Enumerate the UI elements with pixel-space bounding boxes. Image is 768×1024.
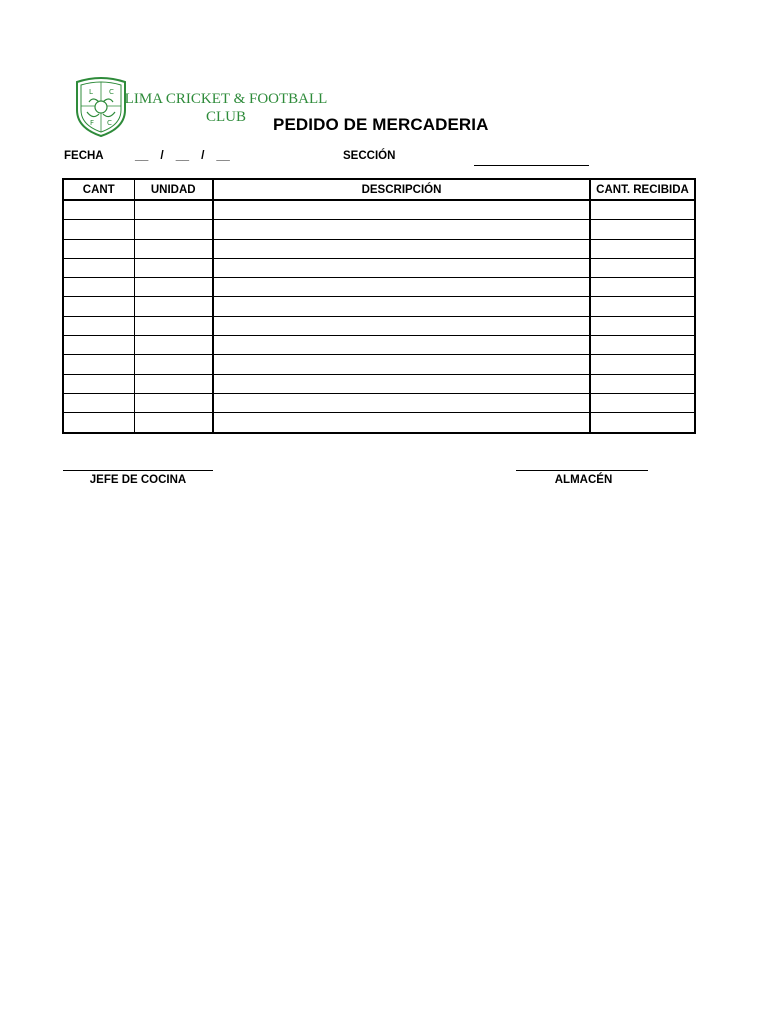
table-row <box>63 297 695 316</box>
cell-cant[interactable] <box>63 239 134 258</box>
cell-unidad[interactable] <box>134 393 213 412</box>
cell-cant-recibida[interactable] <box>590 297 695 316</box>
col-header-cant-recibida: CANT. RECIBIDA <box>590 179 695 200</box>
cell-cant-recibida[interactable] <box>590 316 695 335</box>
table-row <box>63 278 695 297</box>
crest-letter-c2: C <box>107 119 112 127</box>
cell-descripcion[interactable] <box>213 393 590 412</box>
club-name-line1: LIMA CRICKET & FOOTBALL <box>124 91 328 107</box>
cell-cant[interactable] <box>63 355 134 374</box>
cell-cant[interactable] <box>63 297 134 316</box>
cell-cant[interactable] <box>63 220 134 239</box>
cell-cant[interactable] <box>63 258 134 277</box>
cell-descripcion[interactable] <box>213 200 590 220</box>
club-name-line2: CLUB <box>205 109 246 125</box>
table-row <box>63 258 695 277</box>
cell-descripcion[interactable] <box>213 278 590 297</box>
table-row <box>63 393 695 412</box>
cell-cant[interactable] <box>63 393 134 412</box>
table-row <box>63 413 695 433</box>
cell-unidad[interactable] <box>134 258 213 277</box>
cell-descripcion[interactable] <box>213 297 590 316</box>
table-row <box>63 374 695 393</box>
signature-label-jefe-de-cocina: JEFE DE COCINA <box>89 474 187 486</box>
cell-unidad[interactable] <box>134 220 213 239</box>
cell-unidad[interactable] <box>134 413 213 433</box>
cell-cant[interactable] <box>63 200 134 220</box>
table-row <box>63 220 695 239</box>
cell-cant[interactable] <box>63 374 134 393</box>
crest-letter-f: F <box>90 119 95 127</box>
cell-unidad[interactable] <box>134 239 213 258</box>
order-table-body <box>63 200 695 433</box>
seccion-label: SECCIÓN <box>343 150 396 162</box>
order-table <box>62 178 696 434</box>
table-row <box>63 336 695 355</box>
cell-cant-recibida[interactable] <box>590 336 695 355</box>
fecha-day[interactable]: __ <box>135 148 149 162</box>
signature-line-right <box>516 470 648 471</box>
cell-unidad[interactable] <box>134 355 213 374</box>
seccion-input-line[interactable] <box>474 165 589 166</box>
cell-unidad[interactable] <box>134 336 213 355</box>
cell-descripcion[interactable] <box>213 220 590 239</box>
cell-cant[interactable] <box>63 278 134 297</box>
cell-unidad[interactable] <box>134 278 213 297</box>
fecha-label: FECHA <box>64 150 104 162</box>
cell-cant-recibida[interactable] <box>590 220 695 239</box>
cell-unidad[interactable] <box>134 316 213 335</box>
cell-unidad[interactable] <box>134 297 213 316</box>
cell-descripcion[interactable] <box>213 355 590 374</box>
fecha-field[interactable] <box>135 148 230 162</box>
cell-descripcion[interactable] <box>213 336 590 355</box>
table-header-row <box>63 179 695 200</box>
cell-cant-recibida[interactable] <box>590 200 695 220</box>
cell-cant[interactable] <box>63 316 134 335</box>
col-header-descripcion: DESCRIPCIÓN <box>213 179 590 200</box>
signature-label-almacen: ALMACÉN <box>554 474 613 486</box>
fecha-sep-2: / <box>201 148 205 162</box>
cell-cant[interactable] <box>63 413 134 433</box>
cell-cant-recibida[interactable] <box>590 278 695 297</box>
fecha-year[interactable]: __ <box>216 148 230 162</box>
col-header-cant: CANT <box>63 179 134 200</box>
fecha-sep-1: / <box>160 148 164 162</box>
cell-descripcion[interactable] <box>213 239 590 258</box>
cell-descripcion[interactable] <box>213 258 590 277</box>
cell-cant-recibida[interactable] <box>590 355 695 374</box>
cell-unidad[interactable] <box>134 200 213 220</box>
cell-cant-recibida[interactable] <box>590 374 695 393</box>
crest-letter-l: L <box>89 88 93 96</box>
cell-cant[interactable] <box>63 336 134 355</box>
table-row <box>63 316 695 335</box>
table-row <box>63 200 695 220</box>
crest-letter-c: C <box>109 88 114 96</box>
cell-cant-recibida[interactable] <box>590 239 695 258</box>
signature-line-left <box>63 470 213 471</box>
cell-unidad[interactable] <box>134 374 213 393</box>
cell-cant-recibida[interactable] <box>590 413 695 433</box>
cell-descripcion[interactable] <box>213 316 590 335</box>
document-title: PEDIDO DE MERCADERIA <box>273 115 489 134</box>
cell-cant-recibida[interactable] <box>590 258 695 277</box>
cell-descripcion[interactable] <box>213 374 590 393</box>
fecha-month[interactable]: __ <box>175 148 190 162</box>
cell-descripcion[interactable] <box>213 413 590 433</box>
table-row <box>63 355 695 374</box>
cell-cant-recibida[interactable] <box>590 393 695 412</box>
col-header-unidad: UNIDAD <box>134 179 213 200</box>
table-row <box>63 239 695 258</box>
